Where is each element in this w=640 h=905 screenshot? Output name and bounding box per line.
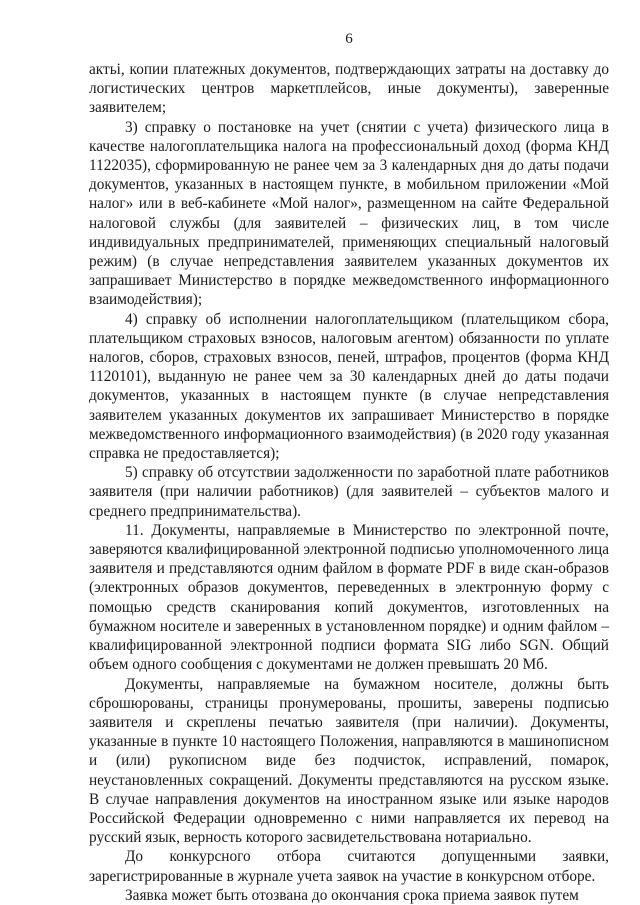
page-number: 6 <box>345 31 353 47</box>
paragraph-item-3-self-employed-certificate: 3) справку о постановке на учет (снятии с учета) физического лица в качестве налогоплательщика налога на профессиональный доход (форма КНД 1122035), сформированную не ранее чем за 3 календарных дня до даты подачи документов, указанных в настоящем пункте, в мобильном приложении «Мой налог» или в веб-кабинете «Мой налог», размещенном на сайте Федеральной налоговой службы (для заявителей – физических лиц, в том числе индивидуальных предпринимателей, применяющих специальный налоговый режим) (в случае непредставления заявителем указанных документов их запрашивает Министерство в порядке межведомственного информационного взаимодействия); <box>89 118 609 309</box>
paragraph-paper-documents: Документы, направляемые на бумажном носителе, должны быть сброшюрованы, страницы пронумерованы, прошиты, заверены подписью заявителя и скреплены печатью заявителя (при наличии). Документы, указанные в пункте 10 настоящего Положения, направляются в машинописном и (или) рукописном виде без подчисток, исправлений, помарок, неустановленных сокращений. Документы представляются на русском языке. В случае направления документов на иностранном языке или языке народов Российской Федерации одновременно с ними направляется их перевод на русский язык, верность которого засвидетельствована нотариально. <box>89 675 609 847</box>
paragraph-item-4-tax-obligations-certificate: 4) справку об исполнении налогоплательщиком (плательщиком сбора, плательщиком страховых взносов, налоговым агентом) обязанности по уплате налогов, сборов, страховых взносов, пеней, штрафов, процентов (форма КНД 1120101), выданную не ранее чем за 30 календарных дней до даты подачи документов, указанных в настоящем пункте (в случае непредставления заявителем указанных документов их запрашивает Министерство в порядке межведомственного информационного взаимодействия) (в 2020 году указанная справка не предоставляется); <box>89 310 609 463</box>
paragraph-admitted-applications: До конкурсного отбора считаются допущенными заявки, зарегистрированные в журнале учета заявок на участие в конкурсном отборе. <box>89 848 609 885</box>
paragraph-application-withdrawal: Заявка может быть отозвана до окончания срока приема заявок путем <box>125 886 579 904</box>
paragraph-item-5-salary-debt-certificate: 5) справку об отсутствии задолженности по заработной плате работников заявителя (при наличии работников) (для заявителей – субъектов малого и среднего предпринимательства). <box>89 464 609 520</box>
paragraph-documents-continuation: актьі, копии платежных документов, подтверждающих затраты на доставку до логистических центров маркетплейсов, иные документы), заверенные заявителем; <box>89 61 609 117</box>
paragraph-clause-11-electronic-documents: 11. Документы, направляемые в Министерство по электронной почте, заверяются квалифицированной электронной подписью уполномоченного лица заявителя и представляются одним файлом в формате PDF в виде скан-образов (электронных образов документов, переведенных в электронную форму с помощью средств сканирования копий документов, изготовленных на бумажном носителе и заверенных в установленном порядке) и одним файлом – квалифицированной электронной подписи формата SIG либо SGN. Общий объем одного сообщения с документами не должен превышать 20 Мб. <box>89 521 609 674</box>
